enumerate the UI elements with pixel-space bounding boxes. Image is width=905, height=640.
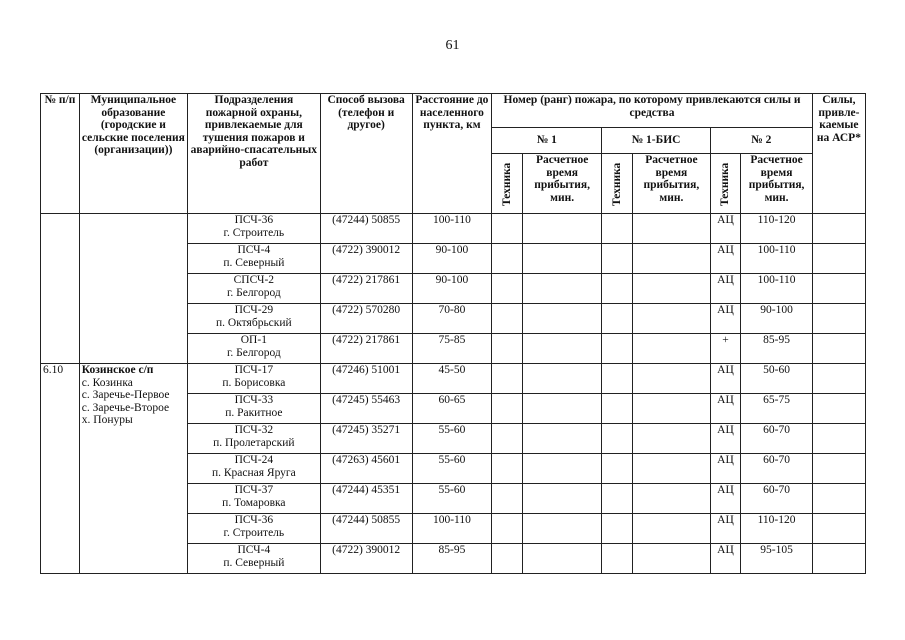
tech-2-cell: + <box>710 334 741 364</box>
distance-cell: 55-60 <box>412 454 492 484</box>
unit-name: ПСЧ-4 <box>237 244 271 256</box>
phone-cell: (4722) 217861 <box>320 334 412 364</box>
distance-cell: 90-100 <box>412 244 492 274</box>
unit-cell <box>188 454 321 484</box>
asr-cell <box>812 394 865 424</box>
time-1bis-cell <box>633 244 711 274</box>
time-2-cell: 100-110 <box>741 244 813 274</box>
distance-cell: 100-110 <box>412 514 492 544</box>
unit-place: п. Томаровка <box>222 496 286 509</box>
header-rank-1bis: № 1-БИС <box>602 128 710 154</box>
phone-cell: (4722) 390012 <box>320 544 412 574</box>
asr-cell <box>812 514 865 544</box>
time-1-cell <box>522 274 602 304</box>
tech-1-cell <box>492 244 523 274</box>
phone-cell: (47245) 55463 <box>320 394 412 424</box>
time-2-cell: 90-100 <box>741 304 813 334</box>
unit-place: п. Северный <box>223 256 285 269</box>
tech-2-cell: АЦ <box>710 514 741 544</box>
header-technika-1: Техника <box>492 154 523 214</box>
unit-place: г. Белгород <box>226 286 281 299</box>
distance-cell: 75-85 <box>412 334 492 364</box>
asr-cell <box>812 544 865 574</box>
time-2-cell: 65-75 <box>741 394 813 424</box>
unit-name: ПСЧ-4 <box>237 544 271 556</box>
unit-name: ОП-1 <box>240 334 267 346</box>
tech-2-cell: АЦ <box>710 424 741 454</box>
phone-cell: (4722) 390012 <box>320 244 412 274</box>
tech-1bis-cell <box>602 214 633 244</box>
tech-2-cell: АЦ <box>710 484 741 514</box>
table-row <box>41 364 866 394</box>
time-2-cell: 60-70 <box>741 454 813 484</box>
time-1bis-cell <box>633 544 711 574</box>
unit-place: п. Северный <box>223 556 285 569</box>
asr-cell <box>812 304 865 334</box>
tech-1-cell <box>492 484 523 514</box>
tech-1-cell <box>492 514 523 544</box>
phone-cell: (4722) 217861 <box>320 274 412 304</box>
asr-cell <box>812 424 865 454</box>
header-time-1: Расчетное время прибытия, мин. <box>522 154 602 214</box>
unit-cell <box>188 334 321 364</box>
tech-1-cell <box>492 394 523 424</box>
time-2-cell: 50-60 <box>741 364 813 394</box>
unit-place: п. Борисовка <box>222 376 286 389</box>
tech-1-cell <box>492 274 523 304</box>
distance-cell: 90-100 <box>412 274 492 304</box>
section-place: с. Заречье-Второе <box>81 401 170 414</box>
unit-cell <box>188 424 321 454</box>
unit-cell <box>188 244 321 274</box>
phone-cell: (47244) 45351 <box>320 484 412 514</box>
unit-cell <box>188 394 321 424</box>
time-1bis-cell <box>633 334 711 364</box>
time-1bis-cell <box>633 214 711 244</box>
asr-cell <box>812 274 865 304</box>
phone-cell: (4722) 570280 <box>320 304 412 334</box>
unit-place: п. Пролетарский <box>213 436 295 449</box>
time-1bis-cell <box>633 364 711 394</box>
header-technika-2: Техника <box>710 154 741 214</box>
phone-cell: (47244) 50855 <box>320 214 412 244</box>
asr-cell <box>812 244 865 274</box>
distance-cell: 70-80 <box>412 304 492 334</box>
unit-name: ПСЧ-33 <box>234 394 274 406</box>
time-2-cell: 85-95 <box>741 334 813 364</box>
section-place: с. Заречье-Первое <box>81 389 170 401</box>
tech-1bis-cell <box>602 424 633 454</box>
time-1-cell <box>522 334 602 364</box>
asr-cell <box>812 364 865 394</box>
asr-cell <box>812 334 865 364</box>
fire-forces-table <box>40 93 866 574</box>
time-2-cell: 110-120 <box>741 514 813 544</box>
time-1-cell <box>522 304 602 334</box>
header-asr: Силы, привле-каемые на АСР* <box>812 94 865 214</box>
distance-cell: 100-110 <box>412 214 492 244</box>
unit-place: г. Строитель <box>223 526 285 539</box>
unit-cell <box>188 484 321 514</box>
time-1-cell <box>522 484 602 514</box>
time-1-cell <box>522 244 602 274</box>
unit-name: ПСЧ-32 <box>234 424 274 436</box>
time-1bis-cell <box>633 454 711 484</box>
time-2-cell: 60-70 <box>741 424 813 454</box>
tech-2-cell: АЦ <box>710 304 741 334</box>
page-number: 61 <box>445 38 460 53</box>
unit-name: ПСЧ-24 <box>234 454 274 466</box>
unit-cell <box>188 214 321 244</box>
unit-cell <box>188 364 321 394</box>
asr-cell <box>812 454 865 484</box>
tech-1-cell <box>492 334 523 364</box>
unit-place: п. Ракитное <box>225 406 283 419</box>
section-municipality <box>79 364 187 574</box>
distance-cell: 55-60 <box>412 484 492 514</box>
phone-cell: (47244) 50855 <box>320 514 412 544</box>
distance-cell: 45-50 <box>412 364 492 394</box>
unit-name: ПСЧ-36 <box>234 514 274 526</box>
time-2-cell: 110-120 <box>741 214 813 244</box>
tech-2-cell: АЦ <box>710 244 741 274</box>
time-2-cell: 100-110 <box>741 274 813 304</box>
tech-1-cell <box>492 544 523 574</box>
unit-name: СПСЧ-2 <box>233 274 275 286</box>
phone-cell: (47246) 51001 <box>320 364 412 394</box>
asr-cell <box>812 484 865 514</box>
header-time-1bis: Расчетное время прибытия, мин. <box>633 154 711 214</box>
header-rank-group: Номер (ранг) пожара, по которому привлекаются силы и средства <box>492 94 813 128</box>
time-2-cell: 60-70 <box>741 484 813 514</box>
row-muni-empty <box>79 214 187 364</box>
unit-name: ПСЧ-37 <box>234 484 274 496</box>
section-name: Козинское с/п <box>81 364 154 376</box>
time-1-cell <box>522 214 602 244</box>
tech-1bis-cell <box>602 364 633 394</box>
tech-1bis-cell <box>602 454 633 484</box>
tech-1-cell <box>492 214 523 244</box>
tech-1bis-cell <box>602 334 633 364</box>
time-1-cell <box>522 454 602 484</box>
unit-place: п. Октябрьский <box>216 316 292 329</box>
header-unit: Подразделения пожарной охраны, привлекаемые для тушения пожаров и аварийно-спасательных работ <box>188 94 321 214</box>
tech-2-cell: АЦ <box>710 394 741 424</box>
section-place: х. Понуры <box>81 414 133 426</box>
time-1bis-cell <box>633 394 711 424</box>
time-1bis-cell <box>633 274 711 304</box>
unit-cell <box>188 274 321 304</box>
time-1bis-cell <box>633 514 711 544</box>
unit-cell <box>188 304 321 334</box>
unit-name: ПСЧ-36 <box>234 214 274 226</box>
tech-2-cell: АЦ <box>710 544 741 574</box>
tech-1bis-cell <box>602 244 633 274</box>
unit-cell <box>188 544 321 574</box>
unit-place: п. Красная Яруга <box>211 466 296 479</box>
header-rank-1: № 1 <box>492 128 602 154</box>
time-1-cell <box>522 544 602 574</box>
tech-1-cell <box>492 454 523 484</box>
section-place: с. Козинка <box>81 376 133 389</box>
unit-name: ПСЧ-29 <box>234 304 274 316</box>
tech-1bis-cell <box>602 394 633 424</box>
header-time-2: Расчетное время прибытия, мин. <box>741 154 813 214</box>
time-1bis-cell <box>633 424 711 454</box>
tech-1bis-cell <box>602 304 633 334</box>
tech-2-cell: АЦ <box>710 454 741 484</box>
unit-cell <box>188 514 321 544</box>
tech-1-cell <box>492 304 523 334</box>
tech-1-cell <box>492 424 523 454</box>
phone-cell: (47263) 45601 <box>320 454 412 484</box>
table-row <box>41 214 866 244</box>
tech-1bis-cell <box>602 514 633 544</box>
tech-1-cell <box>492 364 523 394</box>
header-technika-1bis: Техника <box>602 154 633 214</box>
time-1-cell <box>522 364 602 394</box>
header-municipality: Муниципальное образование (городские и сельские поселения (организации)) <box>79 94 187 214</box>
unit-place: г. Строитель <box>223 226 285 239</box>
header-distance: Расстояние до населенного пункта, км <box>412 94 492 214</box>
distance-cell: 85-95 <box>412 544 492 574</box>
section-number: 6.10 <box>41 364 80 574</box>
tech-1bis-cell <box>602 484 633 514</box>
tech-2-cell: АЦ <box>710 214 741 244</box>
asr-cell <box>812 214 865 244</box>
header-call-method: Способ вызова (телефон и другое) <box>320 94 412 214</box>
phone-cell: (47245) 35271 <box>320 424 412 454</box>
time-1bis-cell <box>633 304 711 334</box>
tech-1bis-cell <box>602 544 633 574</box>
header-rank-2: № 2 <box>710 128 812 154</box>
time-1-cell <box>522 514 602 544</box>
time-1bis-cell <box>633 484 711 514</box>
distance-cell: 55-60 <box>412 424 492 454</box>
header-num: № п/п <box>41 94 80 214</box>
unit-place: г. Белгород <box>226 346 281 359</box>
time-2-cell: 95-105 <box>741 544 813 574</box>
tech-1bis-cell <box>602 274 633 304</box>
unit-name: ПСЧ-17 <box>234 364 274 376</box>
distance-cell: 60-65 <box>412 394 492 424</box>
tech-2-cell: АЦ <box>710 274 741 304</box>
row-num-empty <box>41 214 80 364</box>
time-1-cell <box>522 424 602 454</box>
time-1-cell <box>522 394 602 424</box>
tech-2-cell: АЦ <box>710 364 741 394</box>
